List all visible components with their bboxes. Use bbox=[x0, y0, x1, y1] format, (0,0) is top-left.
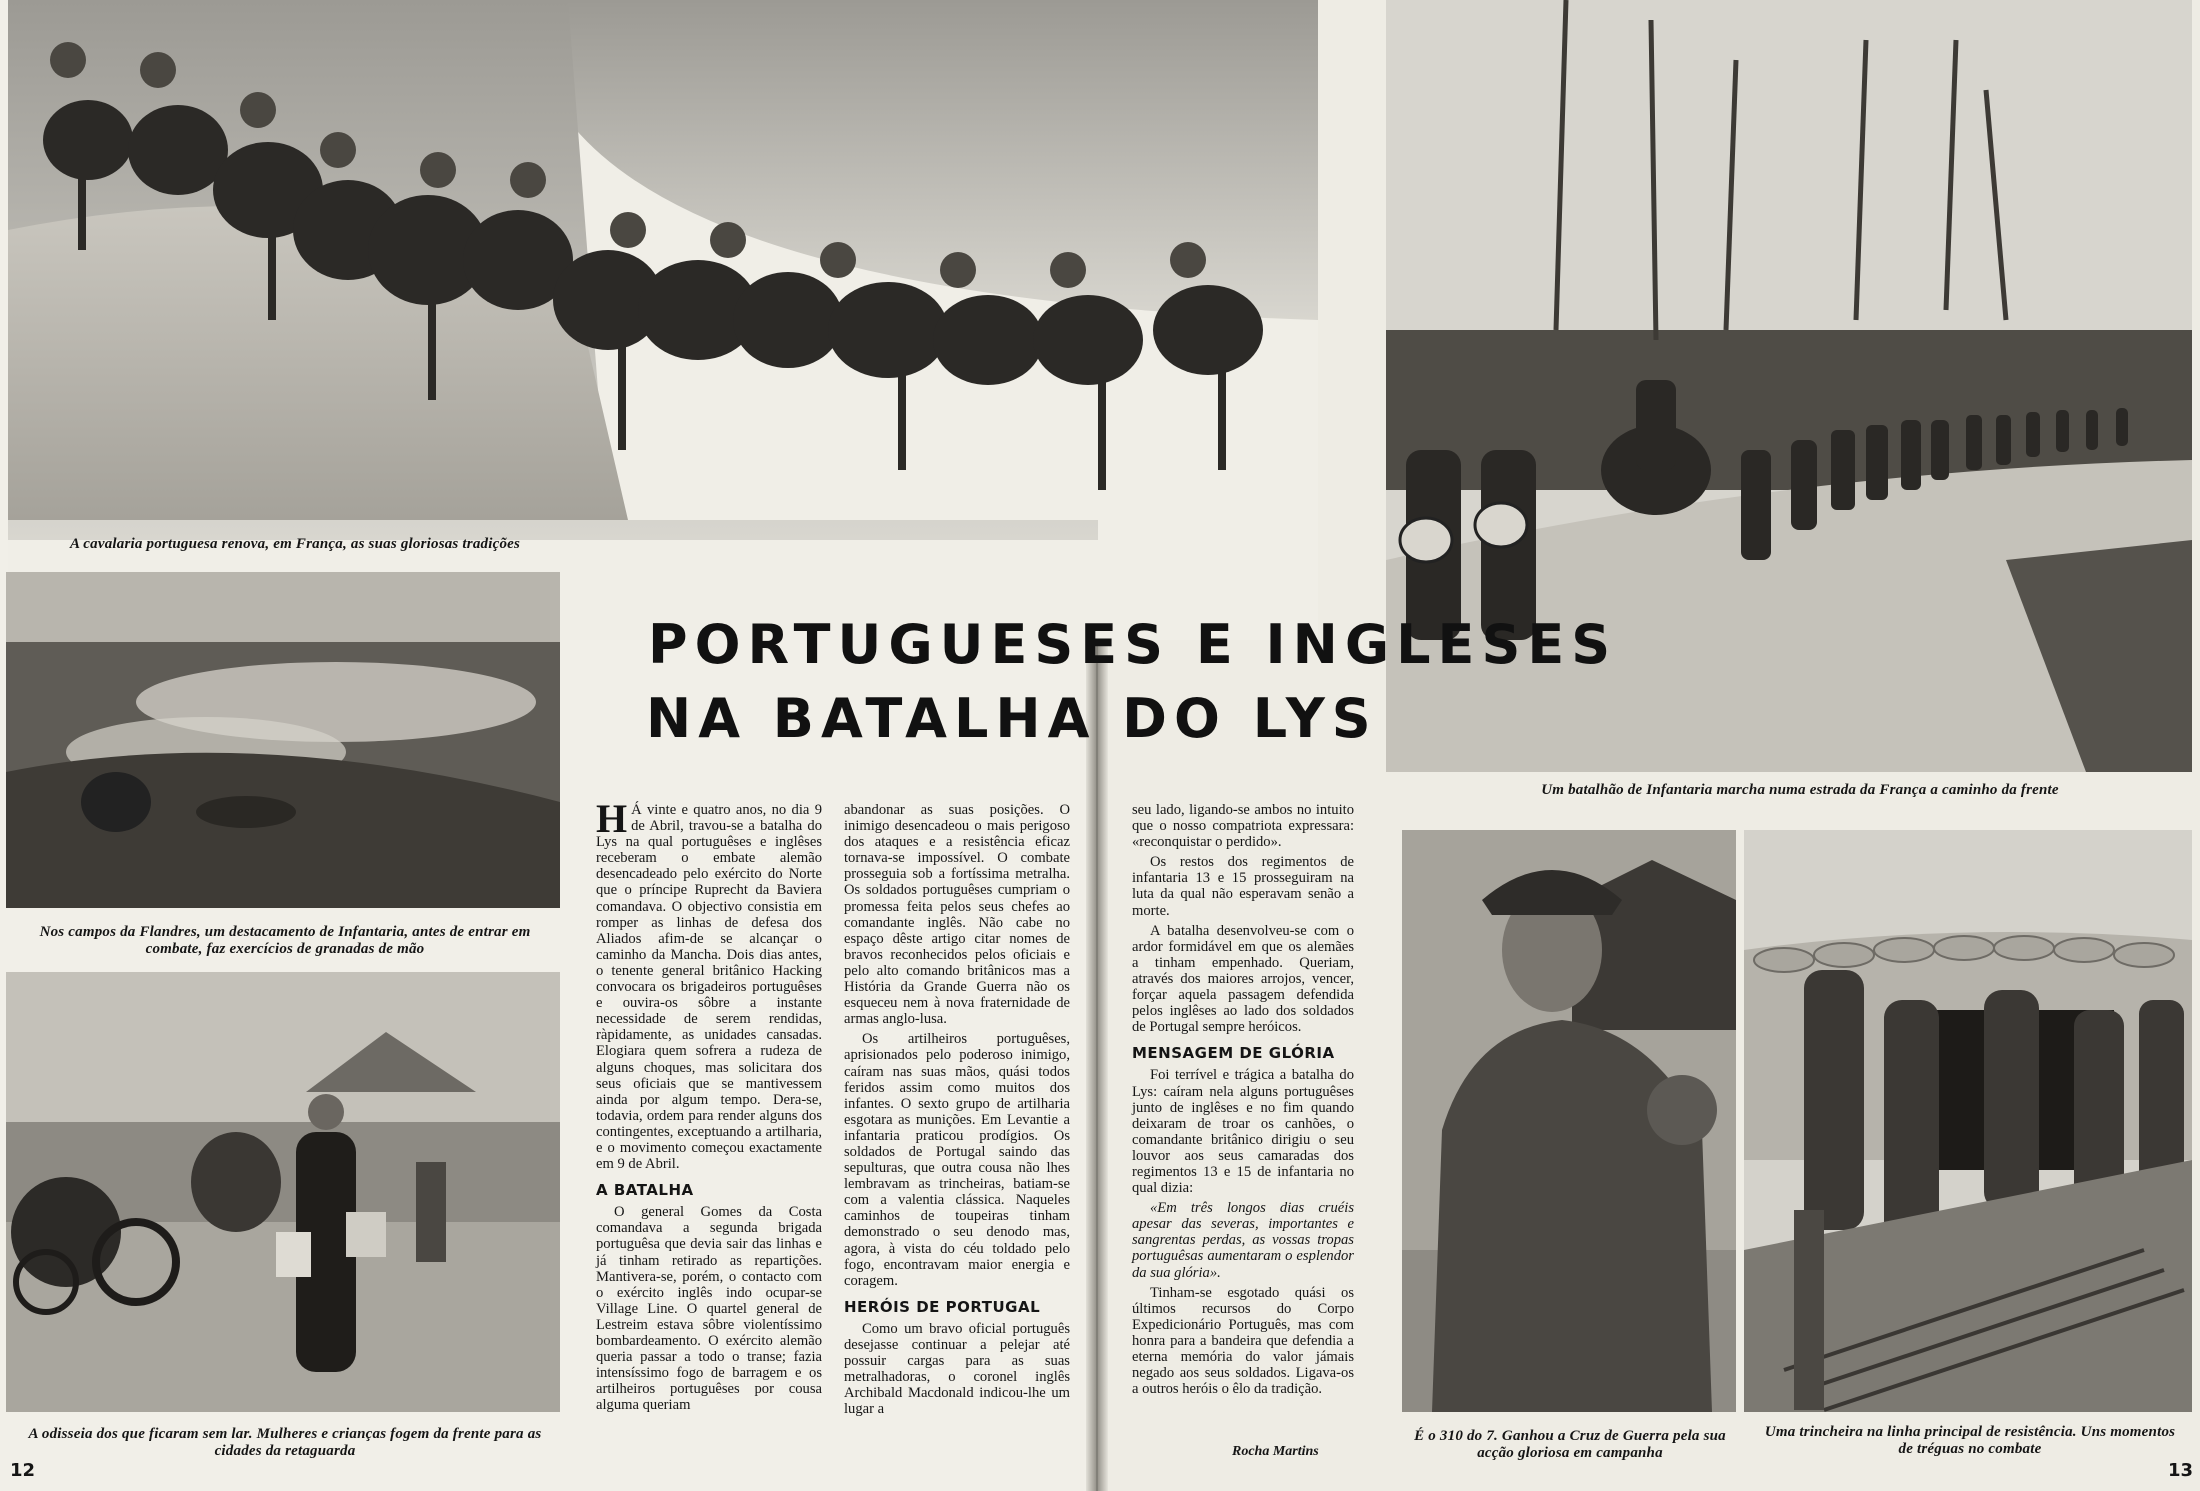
page-number-right: 13 bbox=[2168, 1460, 2194, 1481]
caption-refugees: A odisseia dos que ficaram sem lar. Mulheres e crianças fogem da frente para as cidades da retaguarda bbox=[28, 1426, 542, 1459]
article-paragraph: A batalha desenvolveu-se com o ardor formidável em que os alemães a tinham empenhado. Queriam, através dos maiores arrojos, vencer, forçar aquela passagem defendida pelos inglêses ao lado dos soldados de Portugal sempre heróicos. bbox=[1132, 922, 1354, 1036]
article-quote: «Em três longos dias cruéis apesar das severas, importantes e sangrentas perdas, as vossas tropas portuguêsas aumentaram o esplendor da sua glória». bbox=[1132, 1200, 1354, 1281]
article-column-1 bbox=[596, 796, 822, 1417]
photo-soldier bbox=[1402, 830, 1736, 1412]
article-column-2 bbox=[844, 802, 1070, 1421]
headline-line1: PORTUGUESES E INGLESES bbox=[648, 613, 1618, 676]
article-paragraph: O general Gomes da Costa comandava a segunda brigada portuguêsa que devia sair das linhas e já tinham retirado as repartições. Mantivera-se, porém, o contacto com o exército inglês indo ocupar-se Village Line. O quartel general de Lestreim estava sôbre violentíssimo bombardeamento. O exército alemão queria passar a todo o transe; fazia intensíssimo fogo de barragem e os artilheiros portuguêses por cousa alguma queriam bbox=[596, 1204, 822, 1414]
caption-cavalry: A cavalaria portuguesa renova, em França, as suas gloriosas tradições bbox=[69, 536, 521, 552]
article-paragraph: Foi terrível e trágica a batalha do Lys: caíram nela alguns portuguêses junto de inglêses e no fim quando deixaram de troar os canhões, o comandante britânico dirigiu o seu louvor aos seus camaradas dos regimentos 13 e 15 de infantaria no qual dizia: bbox=[1132, 1067, 1354, 1197]
article-paragraph: seu lado, ligando-se ambos no intuito que o nosso compatriota expressara: «reconquistar o perdido». bbox=[1132, 802, 1354, 851]
article-paragraph: abandonar as suas posições. O inimigo desencadeou o mais perigoso dos ataques e a resistência eficaz tornava-se impossível. O combate prosseguia sob a fortíssima metralha. Os soldados portuguêses cumpriam o promessa feita pelos seus chefes ao comandante inglês. Não cabe no espaço dêste artigo citar nomes de bravos reconhecidos pelos oficiais e pelo alto comando britânicos mas a História da Grande Guerra não os esqueceu nem à nova fraternidade de armas anglo-lusa. bbox=[844, 802, 1070, 1028]
photo-refugees bbox=[6, 972, 560, 1412]
article-paragraph: Os restos dos regimentos de infantaria 13 e 15 prosseguiram na luta da qual não esperavam senão a morte. bbox=[1132, 854, 1354, 919]
author-signature: Rocha Martins bbox=[1232, 1444, 1319, 1459]
photo-trench bbox=[1744, 830, 2192, 1412]
article-paragraph: Tinham-se esgotado quási os últimos recursos do Corpo Expedicionário Português, mas com honra para a bandeira que defendia a eterna memória do valor jámais negado aos seus soldados. Ligava-os a outros heróis o êlo da tradição. bbox=[1132, 1284, 1354, 1398]
caption-trench: Uma trincheira na linha principal de resistência. Uns momentos de tréguas no combate bbox=[1764, 1424, 2176, 1457]
article-paragraph: Á vinte e quatro anos, no dia 9 de Abril, travou-se a batalha do Lys na qual portuguêses e inglêses receberam o embate alemão desencadeado pelo exército do Norte que o príncipe Ruprecht da Baviera comandava. O objectivo consistia em romper as linhas de defesa dos Aliados afim-de se alcançar o caminho da Mancha. Dois dias antes, o tenente general britânico Hacking convocara os brigadeiros portuguêses e ouvira-os sôbre a instante necessidade de serem rendidas, ràpidamente, as unidades cansadas. Elogiara quem sofrera a rudeza de alguns choques, mas solicitara dos seus oficiais que se mantivessem ainda por algum tempo. Dera-se, todavia, ordem para render alguns dos contingentes, exceptuando a artilharia, e o movimento começou exactamente em 9 de Abril. bbox=[596, 802, 822, 1173]
headline-line2: NA BATALHA DO LYS bbox=[646, 687, 1378, 750]
article-paragraph: Os artilheiros portuguêses, aprisionados pelo poderoso inimigo, caíram nas suas mãos, quási todos feridos assim como muitos dos infantes. O sexto grupo de artilharia esgotara as munições. Em Levantie a infantaria praticou prodígios. Os soldados de Portugal saindo das sepulturas, que outra cousa não lhes lembravam as trincheiras, batiam-se com a valentia clássica. Naqueles caminhos de toupeiras tinham demonstrado o seu denodo mas, agora, à vista do céu toldado pelo fogo, encontravam maior energia e coragem. bbox=[844, 1031, 1070, 1289]
subhead-herois: HERÓIS DE PORTUGAL bbox=[844, 1297, 1041, 1316]
page-number-left: 12 bbox=[10, 1460, 36, 1481]
photo-flanders bbox=[6, 572, 560, 908]
article-column-3 bbox=[1132, 802, 1354, 1401]
article-paragraph: Como um bravo oficial português desejasse continuar a pelejar até possuir cargas para as suas metralhadoras, o coronel inglês Archibald Macdonald indicou-lhe um lugar a bbox=[844, 1320, 1070, 1418]
caption-flanders: Nos campos da Flandres, um destacamento de Infantaria, antes de entrar em combate, faz exercícios de granadas de mão bbox=[39, 924, 531, 957]
caption-soldier: É o 310 do 7. Ganhou a Cruz de Guerra pela sua acção gloriosa em campanha bbox=[1414, 1428, 1726, 1461]
subhead-batalha: A BATALHA bbox=[596, 1181, 694, 1200]
dropcap: H bbox=[596, 796, 628, 841]
caption-battalion: Um batalhão de Infantaria marcha numa estrada da França a caminho da frente bbox=[1541, 782, 2059, 798]
subhead-mensagem: MENSAGEM DE GLÓRIA bbox=[1132, 1044, 1335, 1063]
